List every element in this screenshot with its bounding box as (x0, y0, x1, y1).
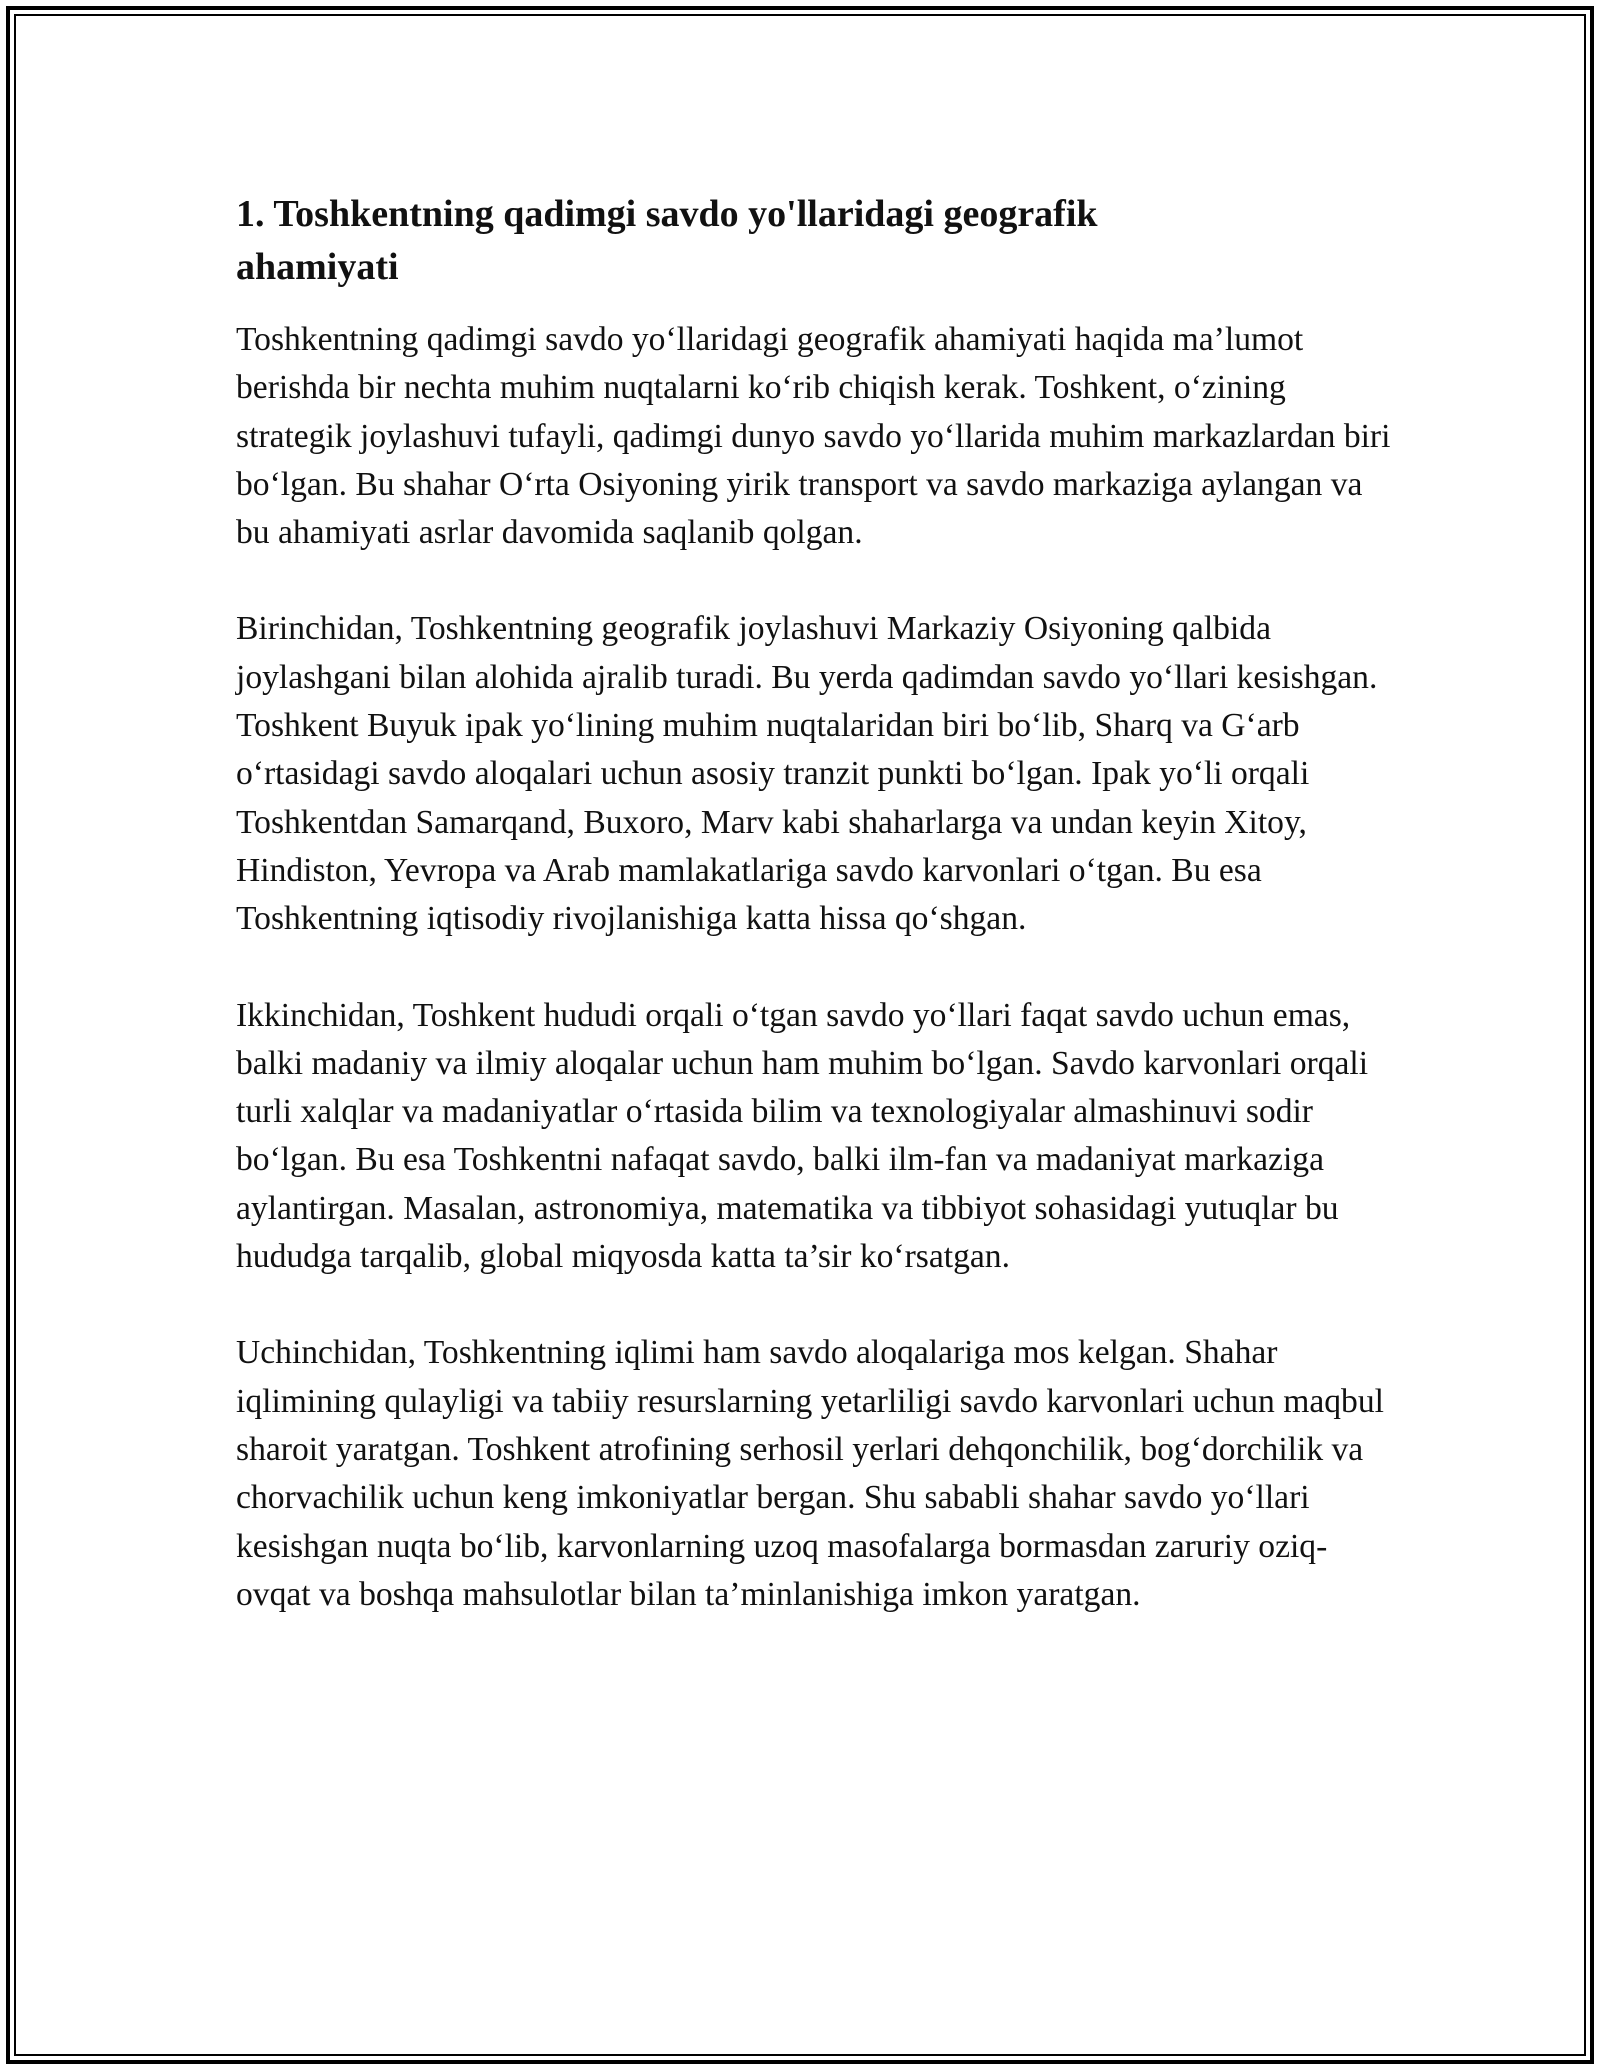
paragraph-first: Birinchidan, Toshkentning geografik joylashuvi Markaziy Osiyoning qalbida joylashgani bilan alohida ajralib turadi. Bu yerda qadimdan savdo yo‘llari kesishgan. Toshkent Buyuk ipak yo‘lining muhim nuqtalaridan biri bo‘lib, Sharq va G‘arb o‘rtasidagi savdo aloqalari uchun asosiy tranzit punkti bo‘lgan. Ipak yo‘li orqali Toshkentdan Samarqand, Buxoro, Marv kabi shaharlarga va undan keyin Xitoy, Hindiston, Yevropa va Arab mamlakatlariga savdo karvonlari o‘tgan. Bu esa Toshkentning iqtisodiy rivojlanishiga katta hissa qo‘shgan. (236, 610, 1378, 938)
document-body (236, 188, 1396, 1667)
paragraph-third: Uchinchidan, Toshkentning iqlimi ham savdo aloqalariga mos kelgan. Shahar iqlimining qulayligi va tabiiy resurslarning yetarliligi savdo karvonlari uchun maqbul sharoit yaratgan. Toshkent atrofining serhosil yerlari dehqonchilik, bog‘dorchilik va chorvachilik uchun keng imkoniyatlar bergan. Shu sababli shahar savdo yo‘llari kesishgan nuqta bo‘lib, karvonlarning uzoq masofalarga bormasdan zaruriy oziq-ovqat va boshqa mahsulotlar bilan ta’minlanishiga imkon yaratgan. (236, 1334, 1384, 1613)
paragraph-second: Ikkinchidan, Toshkent hududi orqali o‘tgan savdo yo‘llari faqat savdo uchun emas, balki madaniy va ilmiy aloqalar uchun ham muhim bo‘lgan. Savdo karvonlari orqali turli xalqlar va madaniyatlar o‘rtasida bilim va texnologiyalar almashinuvi sodir bo‘lgan. Bu esa Toshkentni nafaqat savdo, balki ilm-fan va madaniyat markaziga aylantirgan. Masalan, astronomiya, matematika va tibbiyot sohasidagi yutuqlar bu hududga tarqalib, global miqyosda katta ta’sir ko‘rsatgan. (236, 996, 1369, 1276)
section-heading: 1. Toshkentning qadimgi savdo yo'llaridagi geografik ahamiyati (236, 193, 1098, 288)
paragraph-intro: Toshkentning qadimgi savdo yo‘llaridagi geografik ahamiyati haqida ma’lumot berishda bir nechta muhim nuqtalarni ko‘rib chiqish kerak. Toshkent, o‘zining strategik joylashuvi tufayli, qadimgi dunyo savdo yo‘llarida muhim markazlardan biri bo‘lgan. Bu shahar O‘rta Osiyoning yirik transport va savdo markaziga aylangan va bu ahamiyati asrlar davomida saqlanib qolgan. (236, 321, 1391, 552)
